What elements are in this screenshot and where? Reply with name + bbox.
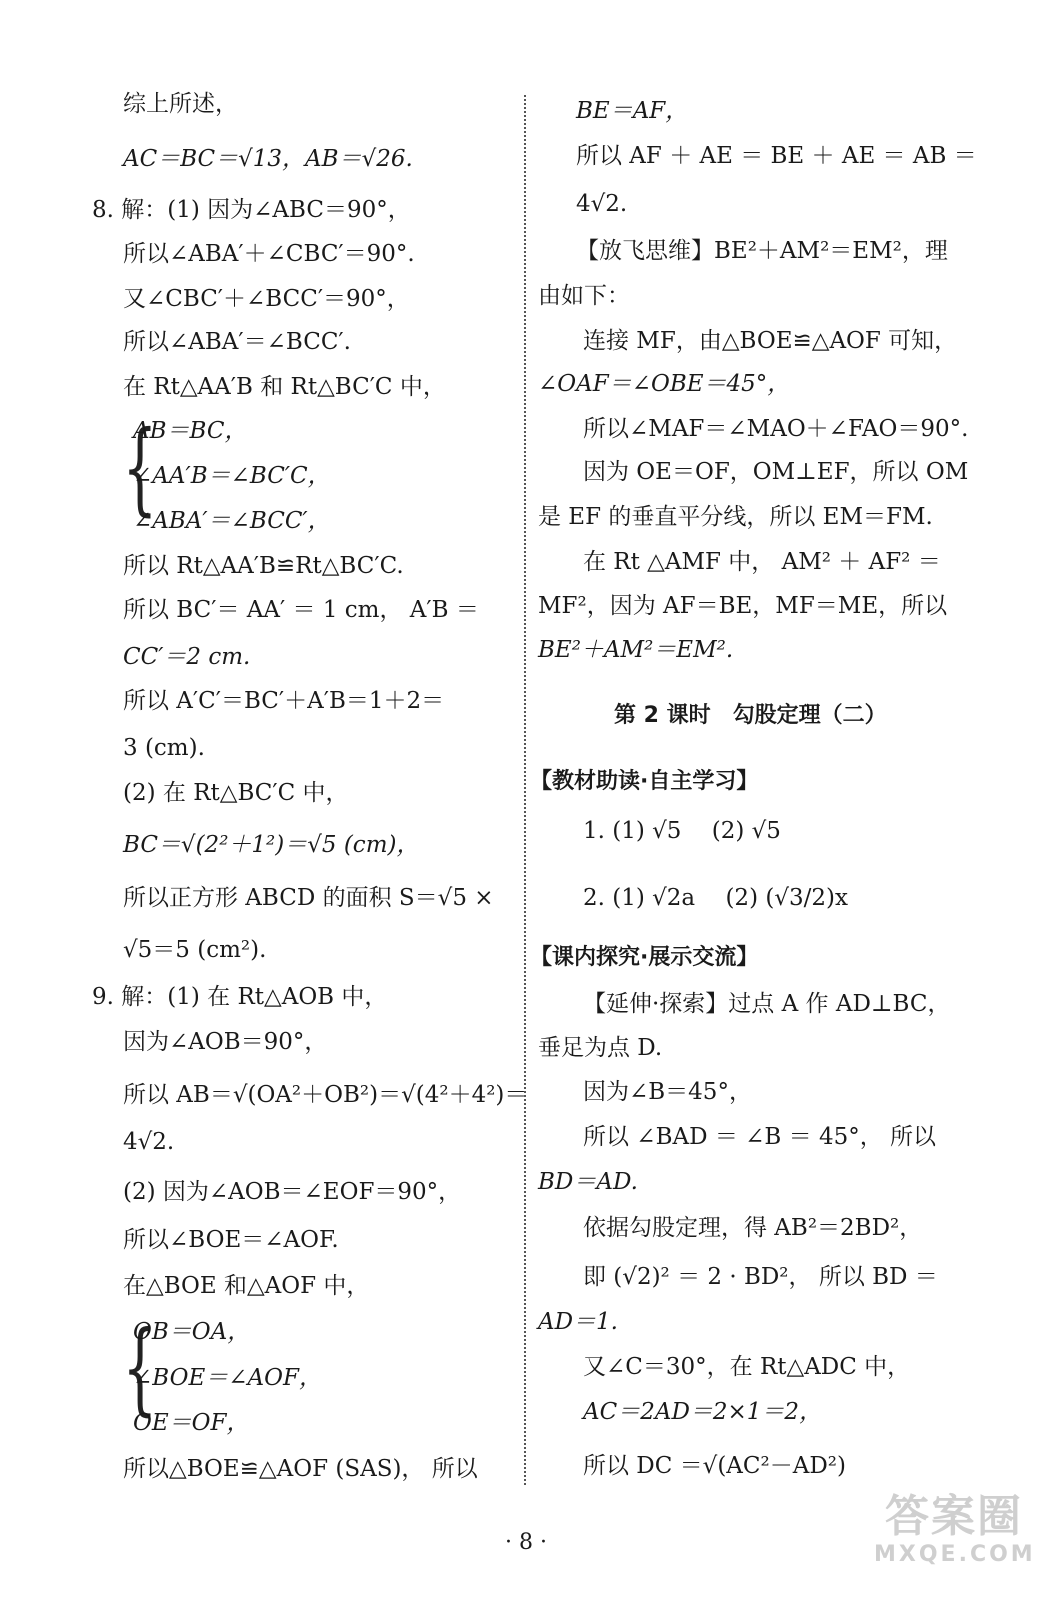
text-line: AC＝BC＝√13，AB＝√26. — [123, 146, 413, 172]
text-line: ∠BOE＝∠AOF， — [133, 1365, 322, 1391]
text-line: 因为∠B＝45°， — [583, 1079, 752, 1105]
page-number: · 8 · — [505, 1530, 547, 1555]
text-line: 垂足为点 D. — [538, 1035, 663, 1061]
text-line: 在 Rt△AA′B 和 Rt△BC′C 中， — [123, 374, 446, 400]
text-line: CC′＝2 cm. — [123, 644, 251, 670]
text-line: OE＝OF， — [133, 1410, 250, 1436]
text-line: 在 Rt △AMF 中， AM² ＋ AF² ＝ — [583, 549, 941, 575]
text-line: 所以 DC ＝√(AC²－AD²) — [583, 1453, 846, 1479]
text-line: 【放飞思维】BE²＋AM²＝EM²，理 — [576, 238, 948, 264]
text-line: 所以 A′C′＝BC′＋A′B＝1＋2＝ — [123, 688, 445, 714]
text-line: 所以∠BOE＝∠AOF. — [123, 1227, 339, 1253]
text-line: (2) 在 Rt△BC′C 中， — [123, 780, 349, 806]
watermark-logo — [874, 1492, 1034, 1582]
text-line: ∠OAF＝∠OBE＝45°， — [538, 371, 791, 397]
text-line: BE＝AF， — [576, 98, 689, 124]
text-line: 所以 AB＝√(OA²＋OB²)＝√(4²＋4²)＝ — [123, 1082, 528, 1108]
text-line: AD＝1. — [538, 1309, 618, 1335]
text-line: 所以∠ABA′＋∠CBC′＝90°. — [123, 241, 415, 267]
text-line: OB＝OA， — [133, 1319, 251, 1345]
text-line: ∠ABA′＝∠BCC′， — [133, 508, 331, 534]
left-brace: { — [122, 409, 158, 526]
text-line: 2. (1) √2a (2) (√3/2)x — [583, 885, 848, 911]
text-line: 所以正方形 ABCD 的面积 S＝√5 × — [123, 885, 494, 911]
text-line: 所以 Rt△AA′B≌Rt△BC′C. — [123, 553, 404, 579]
text-line: 4√2. — [576, 191, 628, 217]
text-line: 因为 OE＝OF，OM⊥EF，所以 OM — [583, 459, 969, 485]
text-line: 依据勾股定理，得 AB²＝2BD²， — [583, 1215, 923, 1241]
text-line: (2) 因为∠AOB＝∠EOF＝90°， — [123, 1179, 462, 1205]
text-line: AC＝2AD＝2×1＝2， — [583, 1399, 823, 1425]
text-line: 9. 解：(1) 在 Rt△AOB 中， — [92, 984, 388, 1010]
text-line: BD＝AD. — [538, 1169, 638, 1195]
text-line: 由如下： — [538, 283, 630, 309]
text-line: 所以 BC′＝ AA′ ＝ 1 cm， A′B ＝ — [123, 597, 479, 623]
text-line: 所以∠MAF＝∠MAO＋∠FAO＝90°. — [583, 416, 969, 442]
section-label-study: 【教材助读·自主学习】 — [530, 769, 759, 794]
text-line: 在△BOE 和△AOF 中， — [123, 1273, 370, 1299]
text-line: 【延伸·探索】过点 A 作 AD⊥BC， — [583, 991, 951, 1017]
text-line: 综上所述， — [123, 91, 238, 117]
text-line: 所以△BOE≌△AOF (SAS)， 所以 — [123, 1456, 478, 1482]
text-line: 又∠C＝30°，在 Rt△ADC 中， — [583, 1354, 911, 1380]
text-line: MF²，因为 AF＝BE，MF＝ME，所以 — [538, 593, 948, 619]
text-line: 4√2. — [123, 1129, 175, 1155]
watermark-top: 答案圈 — [885, 1491, 1023, 1542]
text-line: 1. (1) √5 (2) √5 — [583, 818, 781, 844]
text-line: 所以∠ABA′＝∠BCC′. — [123, 329, 351, 355]
text-line: √5＝5 (cm²). — [123, 937, 267, 963]
text-line: 是 EF 的垂直平分线，所以 EM＝FM. — [538, 504, 933, 530]
text-line: 所以 ∠BAD ＝ ∠B ＝ 45°， 所以 — [583, 1124, 937, 1150]
text-line: 所以 AF ＋ AE ＝ BE ＋ AE ＝ AB ＝ — [576, 143, 977, 169]
section-title: 第 2 课时 勾股定理（二） — [614, 703, 887, 728]
text-line: 因为∠AOB＝90°， — [123, 1029, 328, 1055]
text-line: 3 (cm). — [123, 735, 205, 761]
text-line: ∠AA′B＝∠BC′C， — [133, 463, 331, 489]
text-line: 又∠CBC′＋∠BCC′＝90°， — [123, 286, 410, 312]
text-line: 即 (√2)² ＝ 2 · BD²， 所以 BD ＝ — [583, 1264, 938, 1290]
watermark-bottom: MXQE.COM — [874, 1542, 1036, 1567]
left-brace: { — [122, 1309, 158, 1426]
text-line: BC＝√(2²＋1²)＝√5 (cm)， — [123, 832, 420, 858]
column-divider — [524, 95, 526, 1485]
text-line: AB＝BC， — [133, 418, 248, 444]
section-label-explore: 【课内探究·展示交流】 — [530, 945, 759, 970]
text-line: 8. 解：(1) 因为∠ABC＝90°， — [92, 197, 411, 223]
text-line: 连接 MF，由△BOE≌△AOF 可知， — [583, 328, 958, 354]
text-line: BE²＋AM²＝EM². — [538, 637, 734, 663]
